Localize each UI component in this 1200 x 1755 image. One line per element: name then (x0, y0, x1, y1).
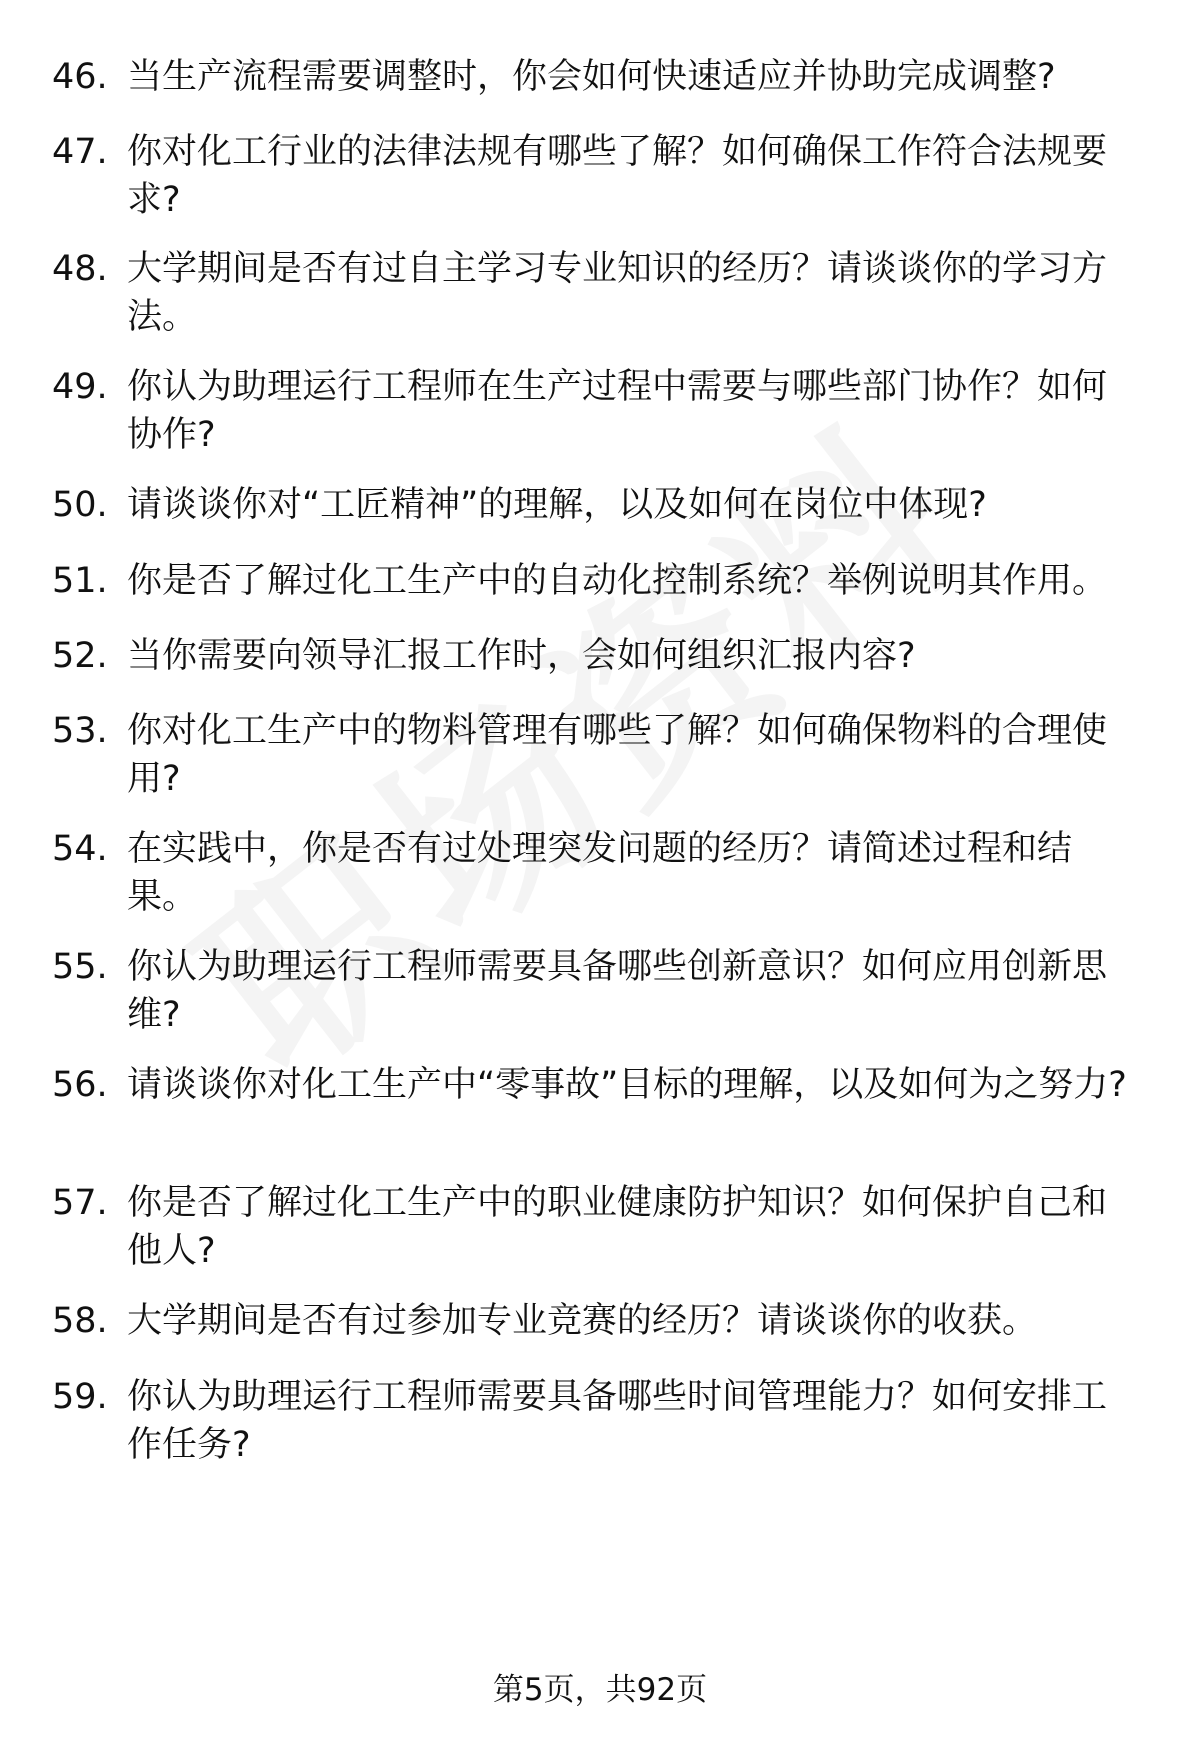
question-number: 52. (52, 636, 108, 676)
question-text: 你认为助理运行工程师需要具备哪些创新意识？如何应用创新思维? (127, 947, 1108, 1035)
question-text: 你认为助理运行工程师在生产过程中需要与哪些部门协作？如何协作? (127, 367, 1108, 455)
question-number: 55. (52, 947, 108, 987)
page-number-footer: 第5页，共92页 (492, 1672, 708, 1708)
question-number: 46. (52, 57, 108, 97)
question-text: 在实践中，你是否有过处理突发问题的经历？请简述过程和结果。 (127, 829, 1073, 917)
question-text: 当生产流程需要调整时，你会如何快速适应并协助完成调整? (127, 57, 1056, 97)
question-number: 50. (52, 485, 108, 525)
watermark (131, 336, 1148, 1284)
question-number: 59. (52, 1377, 108, 1417)
question-text: 当你需要向领导汇报工作时，会如何组织汇报内容? (127, 636, 916, 676)
question-text: 请谈谈你对化工生产中“零事故”目标的理解，以及如何为之努力? (127, 1065, 1127, 1105)
question-number: 57. (52, 1183, 108, 1223)
question-number: 56. (52, 1065, 108, 1105)
question-text: 请谈谈你对“工匠精神”的理解，以及如何在岗位中体现? (127, 485, 987, 525)
question-number: 47. (52, 132, 108, 172)
question-text: 你对化工生产中的物料管理有哪些了解？如何确保物料的合理使用? (127, 711, 1108, 799)
question-number: 49. (52, 367, 108, 407)
question-text: 大学期间是否有过参加专业竞赛的经历？请谈谈你的收获。 (127, 1301, 1038, 1341)
question-text: 大学期间是否有过自主学习专业知识的经历？请谈谈你的学习方法。 (127, 249, 1108, 337)
question-text: 你是否了解过化工生产中的自动化控制系统？举例说明其作用。 (127, 561, 1108, 601)
question-number: 48. (52, 249, 108, 289)
question-number: 58. (52, 1301, 108, 1341)
question-number: 53. (52, 711, 108, 751)
question-number: 51. (52, 561, 108, 601)
question-text: 你对化工行业的法律法规有哪些了解？如何确保工作符合法规要求? (127, 132, 1108, 220)
question-text: 你是否了解过化工生产中的职业健康防护知识？如何保护自己和他人? (127, 1183, 1108, 1271)
question-text: 你认为助理运行工程师需要具备哪些时间管理能力？如何安排工作任务? (127, 1377, 1108, 1465)
question-number: 54. (52, 829, 108, 869)
